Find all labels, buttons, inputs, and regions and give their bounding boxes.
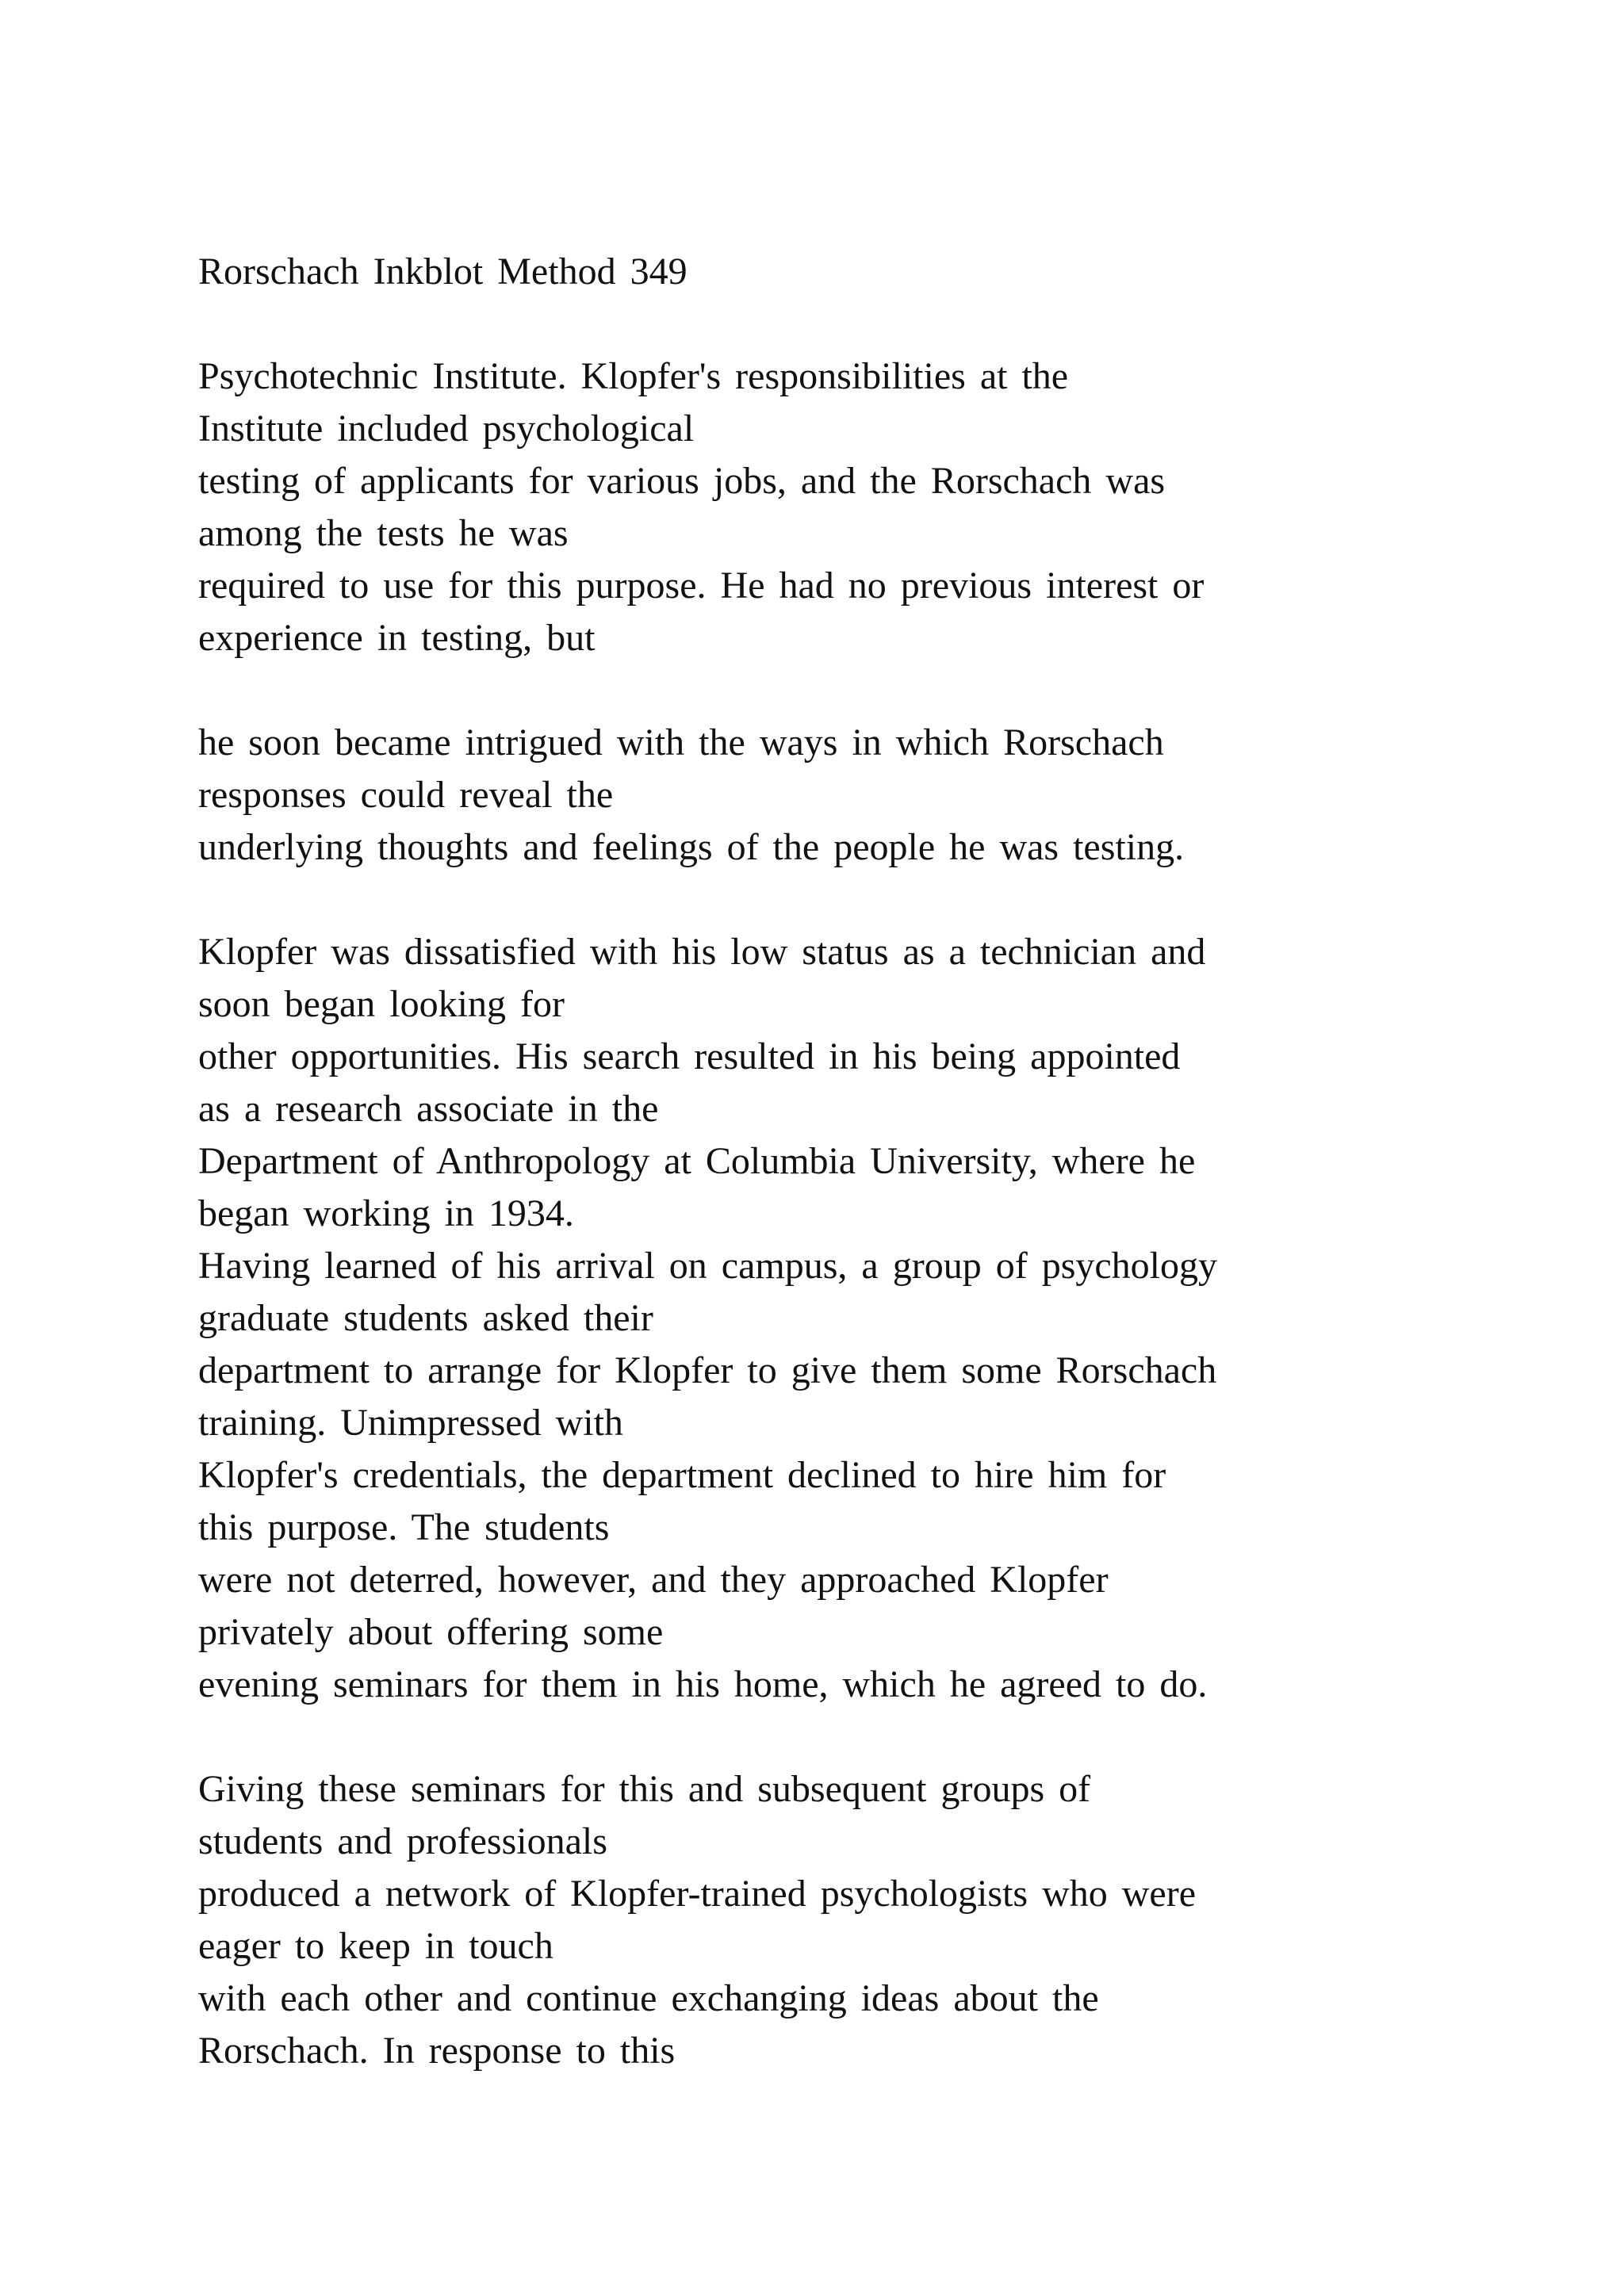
text-line: evening seminars for them in his home, which he agreed to do.	[198, 1663, 1208, 1705]
text-line: produced a network of Klopfer-trained psychologists who were	[198, 1873, 1197, 1915]
text-line: began working in 1934.	[198, 1192, 574, 1234]
text-line: Psychotechnic Institute. Klopfer's responsibilities at the	[198, 355, 1069, 397]
text-line: with each other and continue exchanging ideas about the	[198, 1977, 1099, 2019]
spacer	[198, 298, 1483, 350]
document-page	[198, 246, 1483, 2077]
text-line: Institute included psychological	[198, 408, 695, 450]
text-line: Rorschach. In response to this	[198, 2030, 676, 2072]
text-line: underlying thoughts and feelings of the people he was testing.	[198, 826, 1185, 868]
text-line: graduate students asked their	[198, 1297, 653, 1339]
text-line: Klopfer was dissatisfied with his low status as a technician and	[198, 931, 1206, 973]
text-line: as a research associate in the	[198, 1088, 659, 1130]
text-line: Klopfer's credentials, the department declined to hire him for	[198, 1454, 1166, 1496]
text-line: soon began looking for	[198, 983, 565, 1025]
text-line: he soon became intrigued with the ways in which Rorschach	[198, 721, 1164, 763]
spacer	[198, 664, 1483, 717]
paragraph-4	[198, 1763, 1483, 2077]
paragraph-3	[198, 926, 1483, 1711]
text-line: testing of applicants for various jobs, and the Rorschach was	[198, 460, 1166, 502]
text-line: other opportunities. His search resulted in his being appointed	[198, 1035, 1181, 1077]
text-line: students and professionals	[198, 1820, 607, 1862]
text-line: this purpose. The students	[198, 1506, 610, 1548]
text-line: privately about offering some	[198, 1611, 664, 1653]
text-line: eager to keep in touch	[198, 1925, 553, 1967]
paragraph-1	[198, 350, 1483, 664]
text-line: among the tests he was	[198, 512, 569, 554]
text-line: Giving these seminars for this and subsequent groups of	[198, 1768, 1091, 1810]
text-line: Department of Anthropology at Columbia University, where he	[198, 1140, 1196, 1182]
text-line: training. Unimpressed with	[198, 1402, 623, 1444]
spacer	[198, 1711, 1483, 1763]
text-line: experience in testing, but	[198, 617, 596, 659]
running-head: Rorschach Inkblot Method 349	[198, 251, 688, 293]
paragraph-2	[198, 717, 1483, 874]
text-line: required to use for this purpose. He had no previous interest or	[198, 564, 1205, 607]
text-line: Having learned of his arrival on campus, a group of psychology	[198, 1245, 1218, 1287]
text-line: were not deterred, however, and they approached Klopfer	[198, 1559, 1109, 1601]
spacer	[198, 874, 1483, 926]
text-line: department to arrange for Klopfer to give them some Rorschach	[198, 1349, 1217, 1391]
text-line: responses could reveal the	[198, 774, 614, 816]
